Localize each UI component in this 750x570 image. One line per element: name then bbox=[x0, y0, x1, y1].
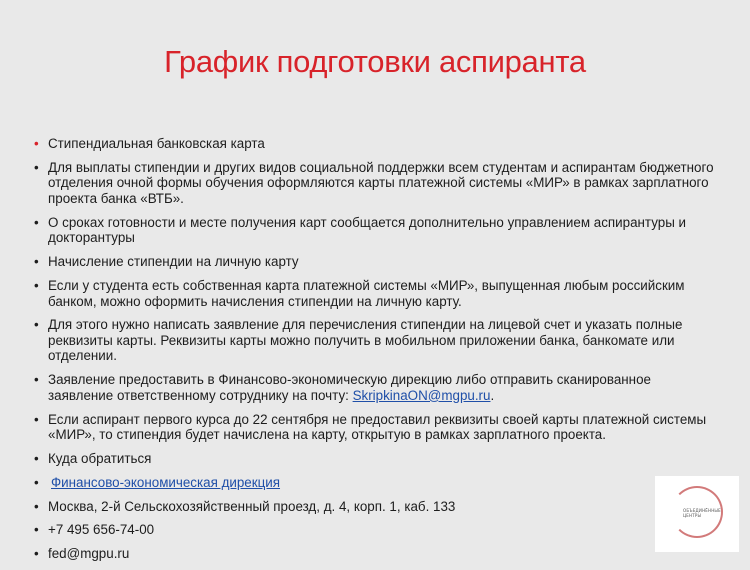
bullet-dot: • bbox=[34, 546, 39, 562]
list-item-text: О сроках готовности и месте получения карт сообщается дополнительно управлением аспирантуры и докторантуры bbox=[48, 214, 687, 246]
bullet-dot: • bbox=[34, 411, 39, 427]
list-item bbox=[34, 317, 714, 364]
bullet-dot: • bbox=[34, 498, 39, 514]
bullet-dot: • bbox=[34, 317, 39, 333]
list-item-text: Начисление стипендии на личную карту bbox=[48, 254, 299, 270]
list-item bbox=[34, 160, 714, 207]
list-item-text: Если аспирант первого курса до 22 сентября не предоставил реквизиты своей карты платежной системы «МИР», то стипендия будет начислена на карту, открытую в рамках зарплатного проекта. bbox=[48, 411, 707, 443]
bullet-dot: • bbox=[34, 277, 39, 293]
bullet-dot: • bbox=[34, 372, 39, 388]
bullet-dot: • bbox=[34, 136, 39, 151]
list-item bbox=[34, 499, 714, 515]
list-item bbox=[34, 254, 714, 270]
slide-title: График подготовки аспиранта bbox=[164, 44, 586, 79]
logo bbox=[655, 476, 739, 552]
email-suffix: . bbox=[490, 387, 495, 403]
email-link[interactable]: SkripkinaON@mgpu.ru bbox=[352, 387, 491, 403]
list-item bbox=[34, 215, 714, 246]
list-item bbox=[34, 475, 714, 491]
list-item bbox=[34, 546, 714, 562]
list-item-text: Для этого нужно написать заявление для перечисления стипендии на лицевой счет и указать полные реквизиты карты. Реквизиты карты можно получить в мобильном приложении банка, банкомате или отделении. bbox=[48, 317, 683, 364]
list-item bbox=[34, 522, 714, 538]
list-item-text: Москва, 2-й Сельскохозяйственный проезд, д. 4, корп. 1, каб. 133 bbox=[48, 498, 456, 514]
list-item-text: Для выплаты стипендии и других видов социальной поддержки всем студентам и аспирантам бюджетного отделения очной формы обучения оформляются карты платежной системы «МИР» в рамках зарплатного проекта банка «ВТБ». bbox=[48, 159, 714, 206]
bullet-dot: • bbox=[34, 214, 39, 230]
bullet-dot: • bbox=[34, 159, 39, 175]
bullet-dot: • bbox=[34, 522, 39, 538]
bullet-list bbox=[34, 136, 714, 570]
list-item bbox=[34, 451, 714, 467]
list-item-text: Стипендиальная банковская карта bbox=[48, 136, 265, 151]
list-item bbox=[34, 278, 714, 309]
list-item-text: fed@mgpu.ru bbox=[48, 546, 130, 562]
bullet-dot: • bbox=[34, 451, 39, 466]
logo-text: ОБЪЕДИНЁННЫЕ ЦЕНТРЫ bbox=[683, 508, 721, 518]
bullet-dot: • bbox=[34, 474, 39, 490]
list-item bbox=[34, 372, 714, 403]
list-item-text: Куда обратиться bbox=[48, 451, 152, 466]
list-item bbox=[34, 136, 714, 152]
list-item-text: Если у студента есть собственная карта платежной системы «МИР», выпущенная любым российским банком, можно оформить начисления стипендии на личную карту. bbox=[48, 277, 685, 309]
list-item-text: +7 495 656-74-00 bbox=[48, 522, 155, 538]
bullet-dot: • bbox=[34, 254, 39, 270]
finance-directorate-link[interactable]: Финансово-экономическая дирекция bbox=[51, 474, 281, 490]
list-item-text: Заявление предоставить в Финансово-экономическую дирекцию либо отправить сканированное заявление ответственному сотруднику на почту: bbox=[48, 372, 651, 403]
list-item bbox=[34, 412, 714, 443]
